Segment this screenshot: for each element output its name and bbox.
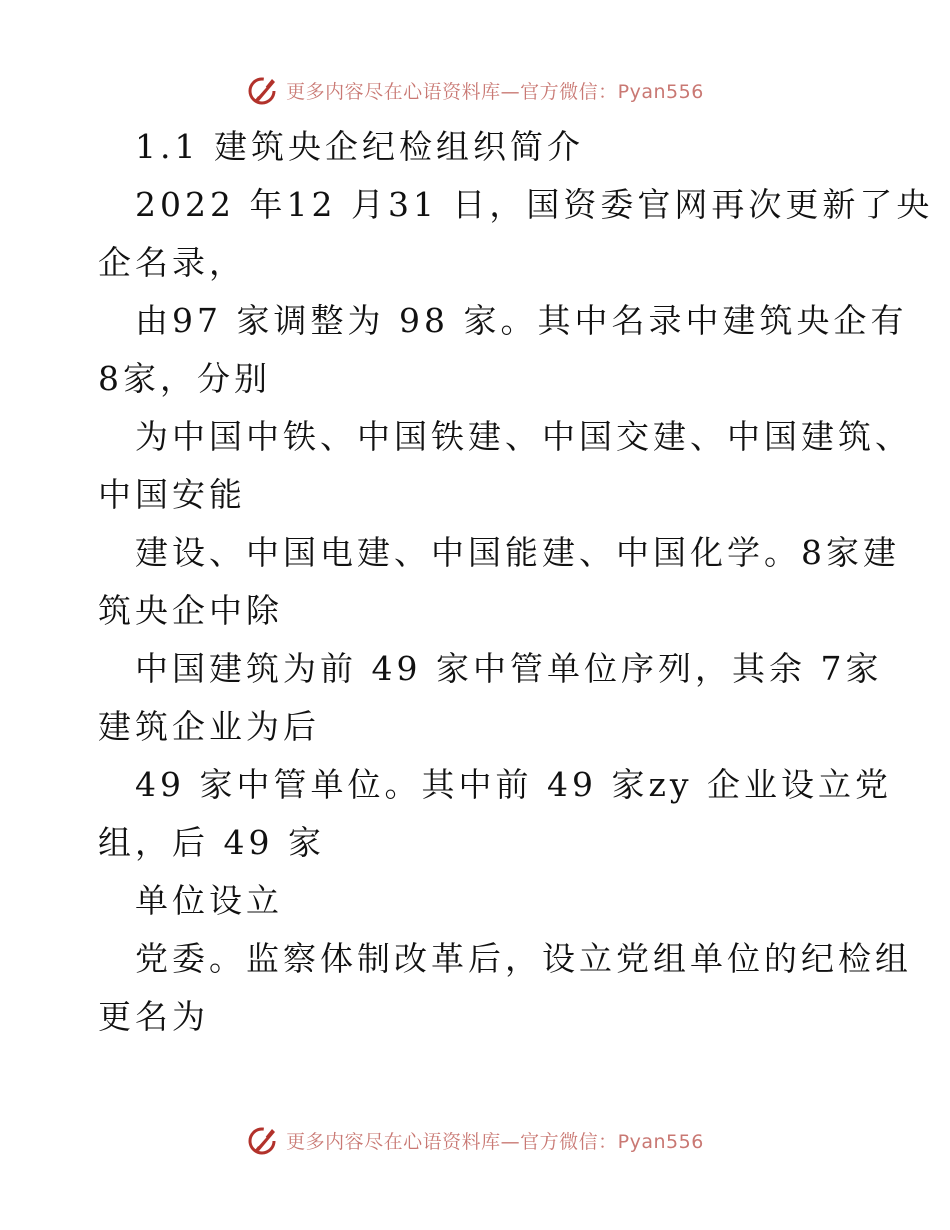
paragraph-line: 企名录， [98,243,246,282]
watermark-header [0,70,950,110]
paragraph-line: 为中国中铁、中国铁建、中国交建、中国建筑、 [135,417,912,456]
paragraph-line: 8家，分别 [98,359,271,398]
paragraph-line: 中国安能 [98,475,246,514]
paragraph-line: 更名为 [98,997,209,1036]
document-body [98,118,934,1046]
paragraph-line: 建筑企业为后 [98,707,320,746]
section-heading: 1.1 建筑央企纪检组织简介 [135,127,584,166]
quill-logo-icon [246,73,280,107]
paragraph-line: 组，后 49 家 [98,823,325,862]
paragraph-line: 49 家中管单位。其中前 49 家zy 企业设立党 [135,765,892,804]
paragraph-line: 党委。监察体制改革后，设立党组单位的纪检组 [135,939,912,978]
paragraph-line: 筑央企中除 [98,591,283,630]
quill-logo-icon [246,1123,280,1157]
paragraph-line: 中国建筑为前 49 家中管单位序列，其余 7家 [135,649,883,688]
watermark-text: 更多内容尽在心语资料库—官方微信：Pyan556 [286,80,704,103]
paragraph-line: 建设、中国电建、中国能建、中国化学。8家建 [135,533,900,572]
watermark-footer [0,1120,950,1160]
paragraph-line: 单位设立 [135,881,283,920]
paragraph-line: 由97 家调整为 98 家。其中名录中建筑央企有 [135,301,908,340]
watermark-text: 更多内容尽在心语资料库—官方微信：Pyan556 [286,1130,704,1153]
paragraph-line: 2022 年12 月31 日，国资委官网再次更新了央 [135,185,934,224]
